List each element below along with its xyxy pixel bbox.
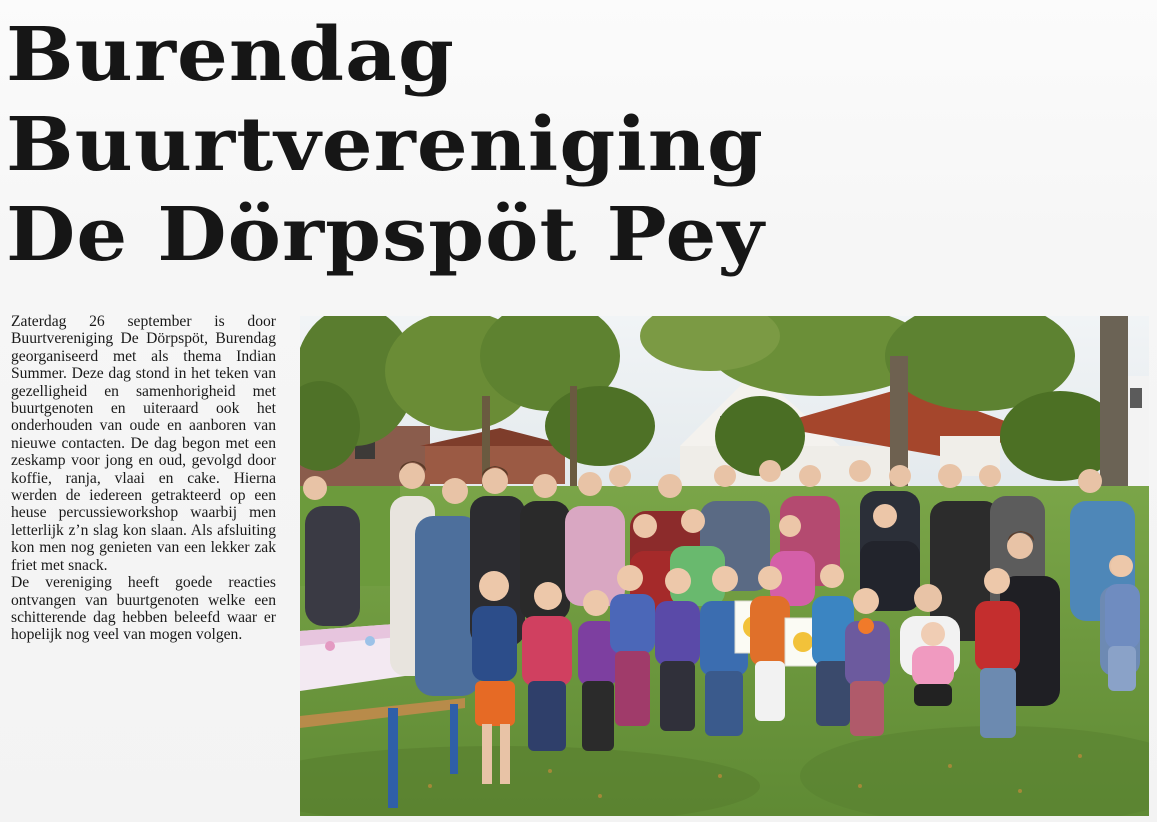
article-body	[11, 313, 276, 644]
article-paragraph-1: Zaterdag 26 september is door Buurtvereniging De Dörpspöt, Burendag georganiseerd met als thema Indian Summer. Deze dag stond in het teken van gezelligheid en samenhorigheid met buurtgenoten en uiteraard ook het onderhouden van oude en aanboren van nieuwe contacten. De dag begon met een zeskamp voor jong en oud, gevolgd door koffie, ranja, vlaai en cake. Hierna werden de iedereen getrakteerd op een heuse percussieworkshop waarbij men letterlijk z’n slag kon slaan. Als afsluiting kon men nog genieten van een lekker zak friet met snack.	[11, 313, 276, 574]
headline-line-1: Burendag	[6, 12, 455, 98]
headline	[6, 10, 765, 280]
headline-line-2: Buurtvereniging	[6, 102, 764, 188]
group-photo	[300, 316, 1149, 816]
headline-line-3: De Dörpspöt Pey	[6, 192, 765, 278]
article-paragraph-2: De vereniging heeft goede reacties ontvangen van buurtgenoten welke een schitterende dag hebben beleefd waar er hopelijk nog veel van mogen volgen.	[11, 574, 276, 644]
